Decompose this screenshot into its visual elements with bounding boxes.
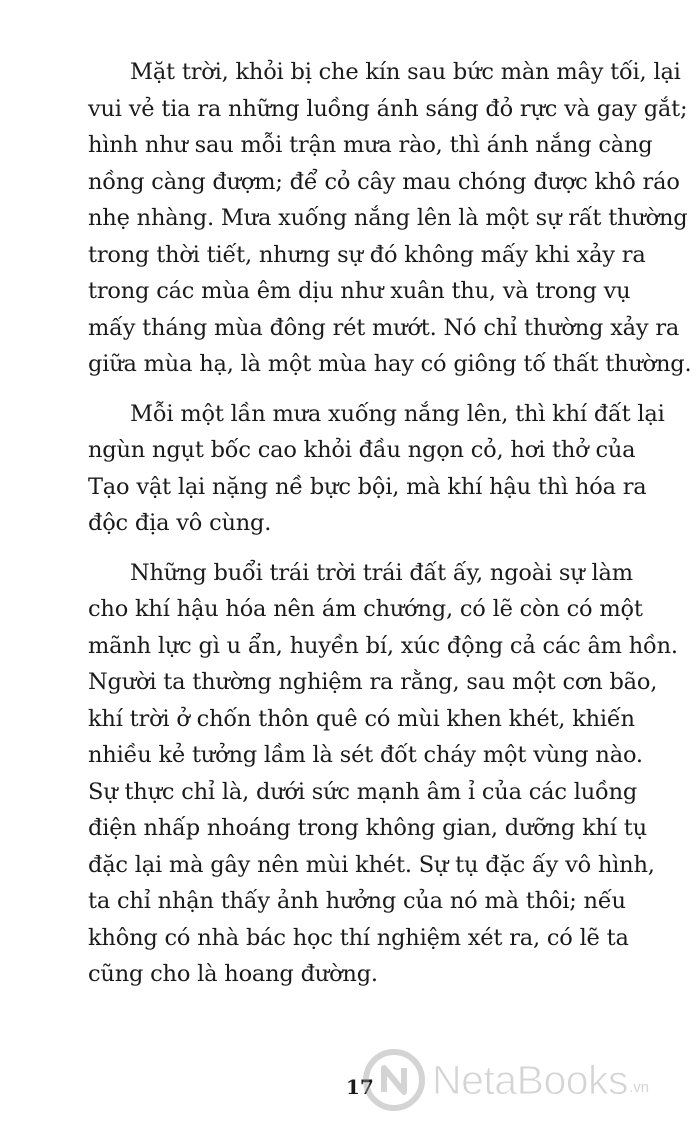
watermark	[362, 1048, 649, 1112]
watermark-brand: NetaBooks	[432, 1056, 629, 1103]
text-line: ngùn ngụt bốc cao khỏi đầu ngọn cỏ, hơi thở của	[88, 437, 636, 463]
text-line: đặc lại mà gây nên mùi khét. Sự tụ đặc ấy vô hình,	[88, 851, 655, 878]
text-line: nồng càng đượm; để cỏ cây mau chóng được khô ráo	[88, 168, 680, 195]
paragraph-1	[88, 54, 692, 383]
text-line: không có nhà bác học thí nghiệm xét ra, có lẽ ta	[88, 924, 629, 951]
book-page-body	[88, 54, 692, 993]
text-line: hình như sau mỗi trận mưa rào, thì ánh nắng càng	[88, 132, 653, 158]
text-line: trong thời tiết, nhưng sự đó không mấy khi xảy ra	[88, 241, 646, 268]
text-line: Mỗi một lần mưa xuống nắng lên, thì khí đất lại	[130, 400, 665, 427]
text-line: Tạo vật lại nặng nề bực bội, mà khí hậu thì hóa ra	[88, 473, 647, 500]
paragraph-3	[88, 555, 678, 993]
text-line: trong các mùa êm dịu như xuân thu, và trong vụ	[88, 278, 631, 304]
paragraph-2	[88, 396, 665, 542]
text-line: nhiều kẻ tưởng lầm là sét đốt cháy một vùng nào.	[88, 742, 643, 768]
text-line: vui vẻ tia ra những luồng ánh sáng đỏ rực và gay gắt;	[88, 95, 688, 122]
text-line: cũng cho là hoang đường.	[88, 961, 378, 987]
text-line: Những buổi trái trời trái đất ấy, ngoài sự làm	[130, 559, 633, 586]
text-line: Sự thực chỉ là, dưới sức mạnh âm ỉ của các luồng	[88, 778, 638, 805]
text-line: cho khí hậu hóa nên ám chướng, có lẽ còn có một	[88, 596, 643, 622]
text-line: độc địa vô cùng.	[88, 510, 272, 536]
page-number: 17	[346, 1075, 374, 1099]
text-line: ta chỉ nhận thấy ảnh hưởng của nó mà thôi; nếu	[88, 888, 626, 914]
text-line: điện nhấp nhoáng trong không gian, dưỡng khí tụ	[88, 815, 647, 841]
text-line: Người ta thường nghiệm ra rằng, sau một cơn bão,	[88, 669, 658, 695]
text-line: Mặt trời, khỏi bị che kín sau bức màn mây tối, lại	[130, 59, 681, 85]
text-line: giữa mùa hạ, là một mùa hay có giông tố thất thường.	[88, 351, 692, 377]
watermark-suffix: .vn	[629, 1078, 650, 1096]
text-line: mấy tháng mùa đông rét mướt. Nó chỉ thường xảy ra	[88, 314, 680, 341]
text-line: khí trời ở chốn thôn quê có mùi khen khét, khiến	[88, 705, 635, 732]
text-line: nhẹ nhàng. Mưa xuống nắng lên là một sự rất thường	[88, 205, 688, 231]
n-letter-circle-icon	[362, 1048, 426, 1112]
text-line: mãnh lực gì u ẩn, huyền bí, xúc động cả các âm hồn.	[88, 632, 678, 659]
